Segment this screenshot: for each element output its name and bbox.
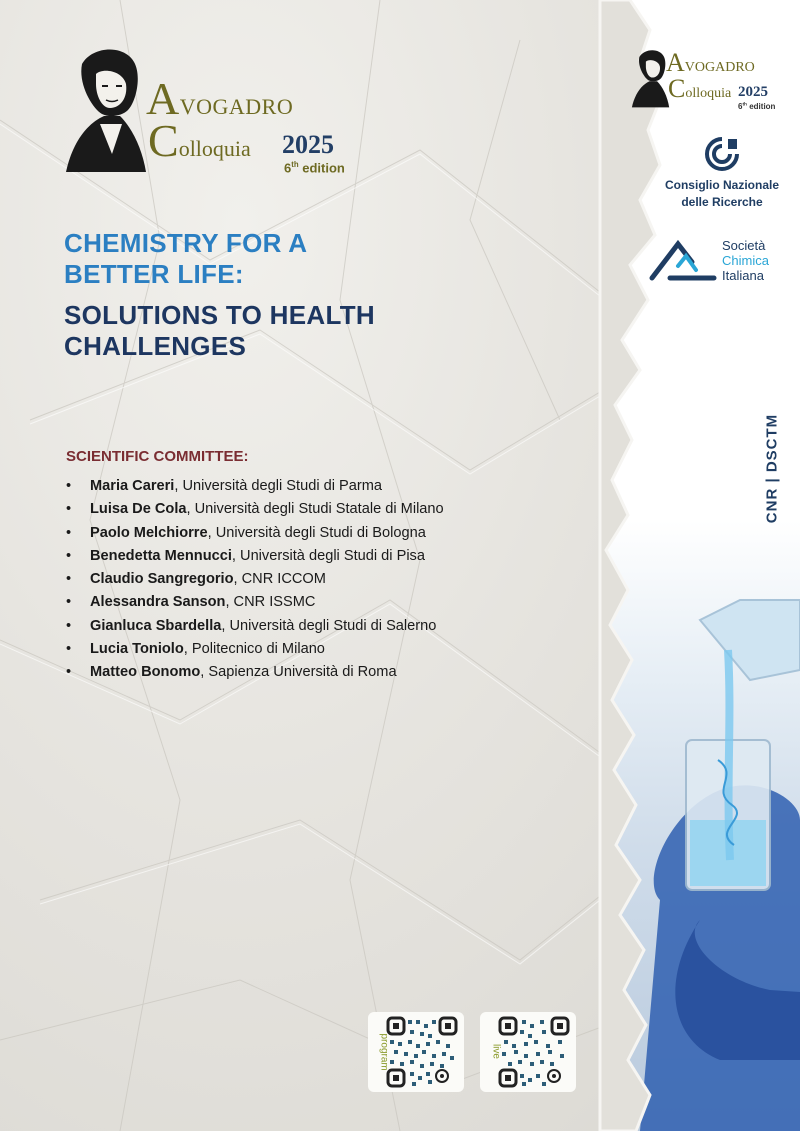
qr-program[interactable] xyxy=(368,1012,464,1092)
title-line1: CHEMISTRY FOR A xyxy=(64,228,308,258)
member-name: Claudio Sangregorio xyxy=(90,571,234,588)
member-name: Benedetta Mennucci xyxy=(90,547,232,564)
member-affiliation: , Sapienza Università di Roma xyxy=(200,664,397,681)
bullet: • xyxy=(66,617,72,634)
committee-list xyxy=(66,478,586,688)
member-affiliation: , CNR ISSMC xyxy=(225,594,316,611)
list-item xyxy=(66,501,586,524)
member-name: Paolo Melchiorre xyxy=(90,524,208,541)
cnr-logo xyxy=(660,136,784,211)
member-affiliation: , Università degli Studi di Bologna xyxy=(207,524,426,541)
member-name: Lucia Toniolo xyxy=(90,641,184,658)
member-name: Alessandra Sanson xyxy=(90,594,226,611)
title-line2: BETTER LIFE: xyxy=(64,259,244,289)
bullet: • xyxy=(66,641,72,658)
logo-small-colloquia-word: Colloquia xyxy=(668,74,732,103)
list-item xyxy=(66,641,586,664)
cnr-dsctm-vertical-label xyxy=(762,410,782,530)
qr-code-icon xyxy=(498,1016,570,1088)
sci-line2: Chimica xyxy=(722,253,769,268)
qr-live-label: live xyxy=(490,1043,502,1059)
bullet: • xyxy=(66,501,72,518)
member-affiliation: , Università degli Studi di Parma xyxy=(174,478,383,494)
qr-program-label: program xyxy=(378,1033,390,1071)
member-name: Matteo Bonomo xyxy=(90,664,201,681)
member-name: Gianluca Sbardella xyxy=(90,617,222,634)
bullet: • xyxy=(66,547,72,564)
title-primary xyxy=(64,228,524,290)
list-item xyxy=(66,525,586,548)
member-name: Maria Careri xyxy=(90,478,175,494)
logo-small-avogadro-word: AVOGADRO xyxy=(666,48,755,77)
member-affiliation: , Politecnico di Milano xyxy=(183,641,325,658)
list-item xyxy=(66,548,586,571)
bullet: • xyxy=(66,571,72,588)
sci-triangle-icon xyxy=(648,236,718,282)
member-affiliation: , Università degli Studi di Salerno xyxy=(221,617,437,634)
logo-colloquia-word: Colloquia xyxy=(148,115,251,166)
sci-line1: Società xyxy=(722,238,766,253)
member-name: Luisa De Cola xyxy=(90,501,187,518)
list-item xyxy=(66,594,586,617)
list-item xyxy=(66,618,586,641)
logo-edition: 6th edition xyxy=(284,160,345,176)
list-item xyxy=(66,478,586,501)
logo-small-edition: 6th edition xyxy=(738,102,776,111)
bullet: • xyxy=(66,594,72,611)
logo-year: 2025 xyxy=(282,130,334,159)
avogadro-portrait-icon xyxy=(62,44,152,174)
logo-avogadro-word: AVOGADRO xyxy=(146,73,294,124)
member-affiliation: , Università degli Studi Statale di Milano xyxy=(186,501,444,518)
list-item xyxy=(66,571,586,594)
sci-line3: Italiana xyxy=(722,268,764,283)
cnr-name-line1: Consiglio Nazionale xyxy=(664,178,779,192)
sci-logo xyxy=(648,236,788,286)
qr-live[interactable] xyxy=(480,1012,576,1092)
avogadro-colloquia-logo xyxy=(62,44,362,184)
bullet: • xyxy=(66,478,72,494)
cnr-emblem-icon xyxy=(702,136,742,172)
cnr-name-line2: delle Ricerche xyxy=(681,195,763,209)
bullet: • xyxy=(66,524,72,541)
logo-small-year: 2025 xyxy=(738,84,768,100)
committee-heading: SCIENTIFIC COMMITTEE: xyxy=(66,448,249,465)
title-secondary xyxy=(64,300,524,362)
title-line4: CHALLENGES xyxy=(64,331,247,361)
cnr-dsctm-text: CNR | DSCTM xyxy=(763,413,781,524)
member-affiliation: , CNR ICCOM xyxy=(233,571,326,588)
member-affiliation: , Università degli Studi di Pisa xyxy=(231,547,425,564)
qr-code-icon xyxy=(386,1016,458,1088)
title-line3: SOLUTIONS TO HEALTH xyxy=(64,300,375,330)
avogadro-colloquia-logo-small xyxy=(630,38,780,118)
bullet: • xyxy=(66,664,72,681)
list-item xyxy=(66,664,586,687)
